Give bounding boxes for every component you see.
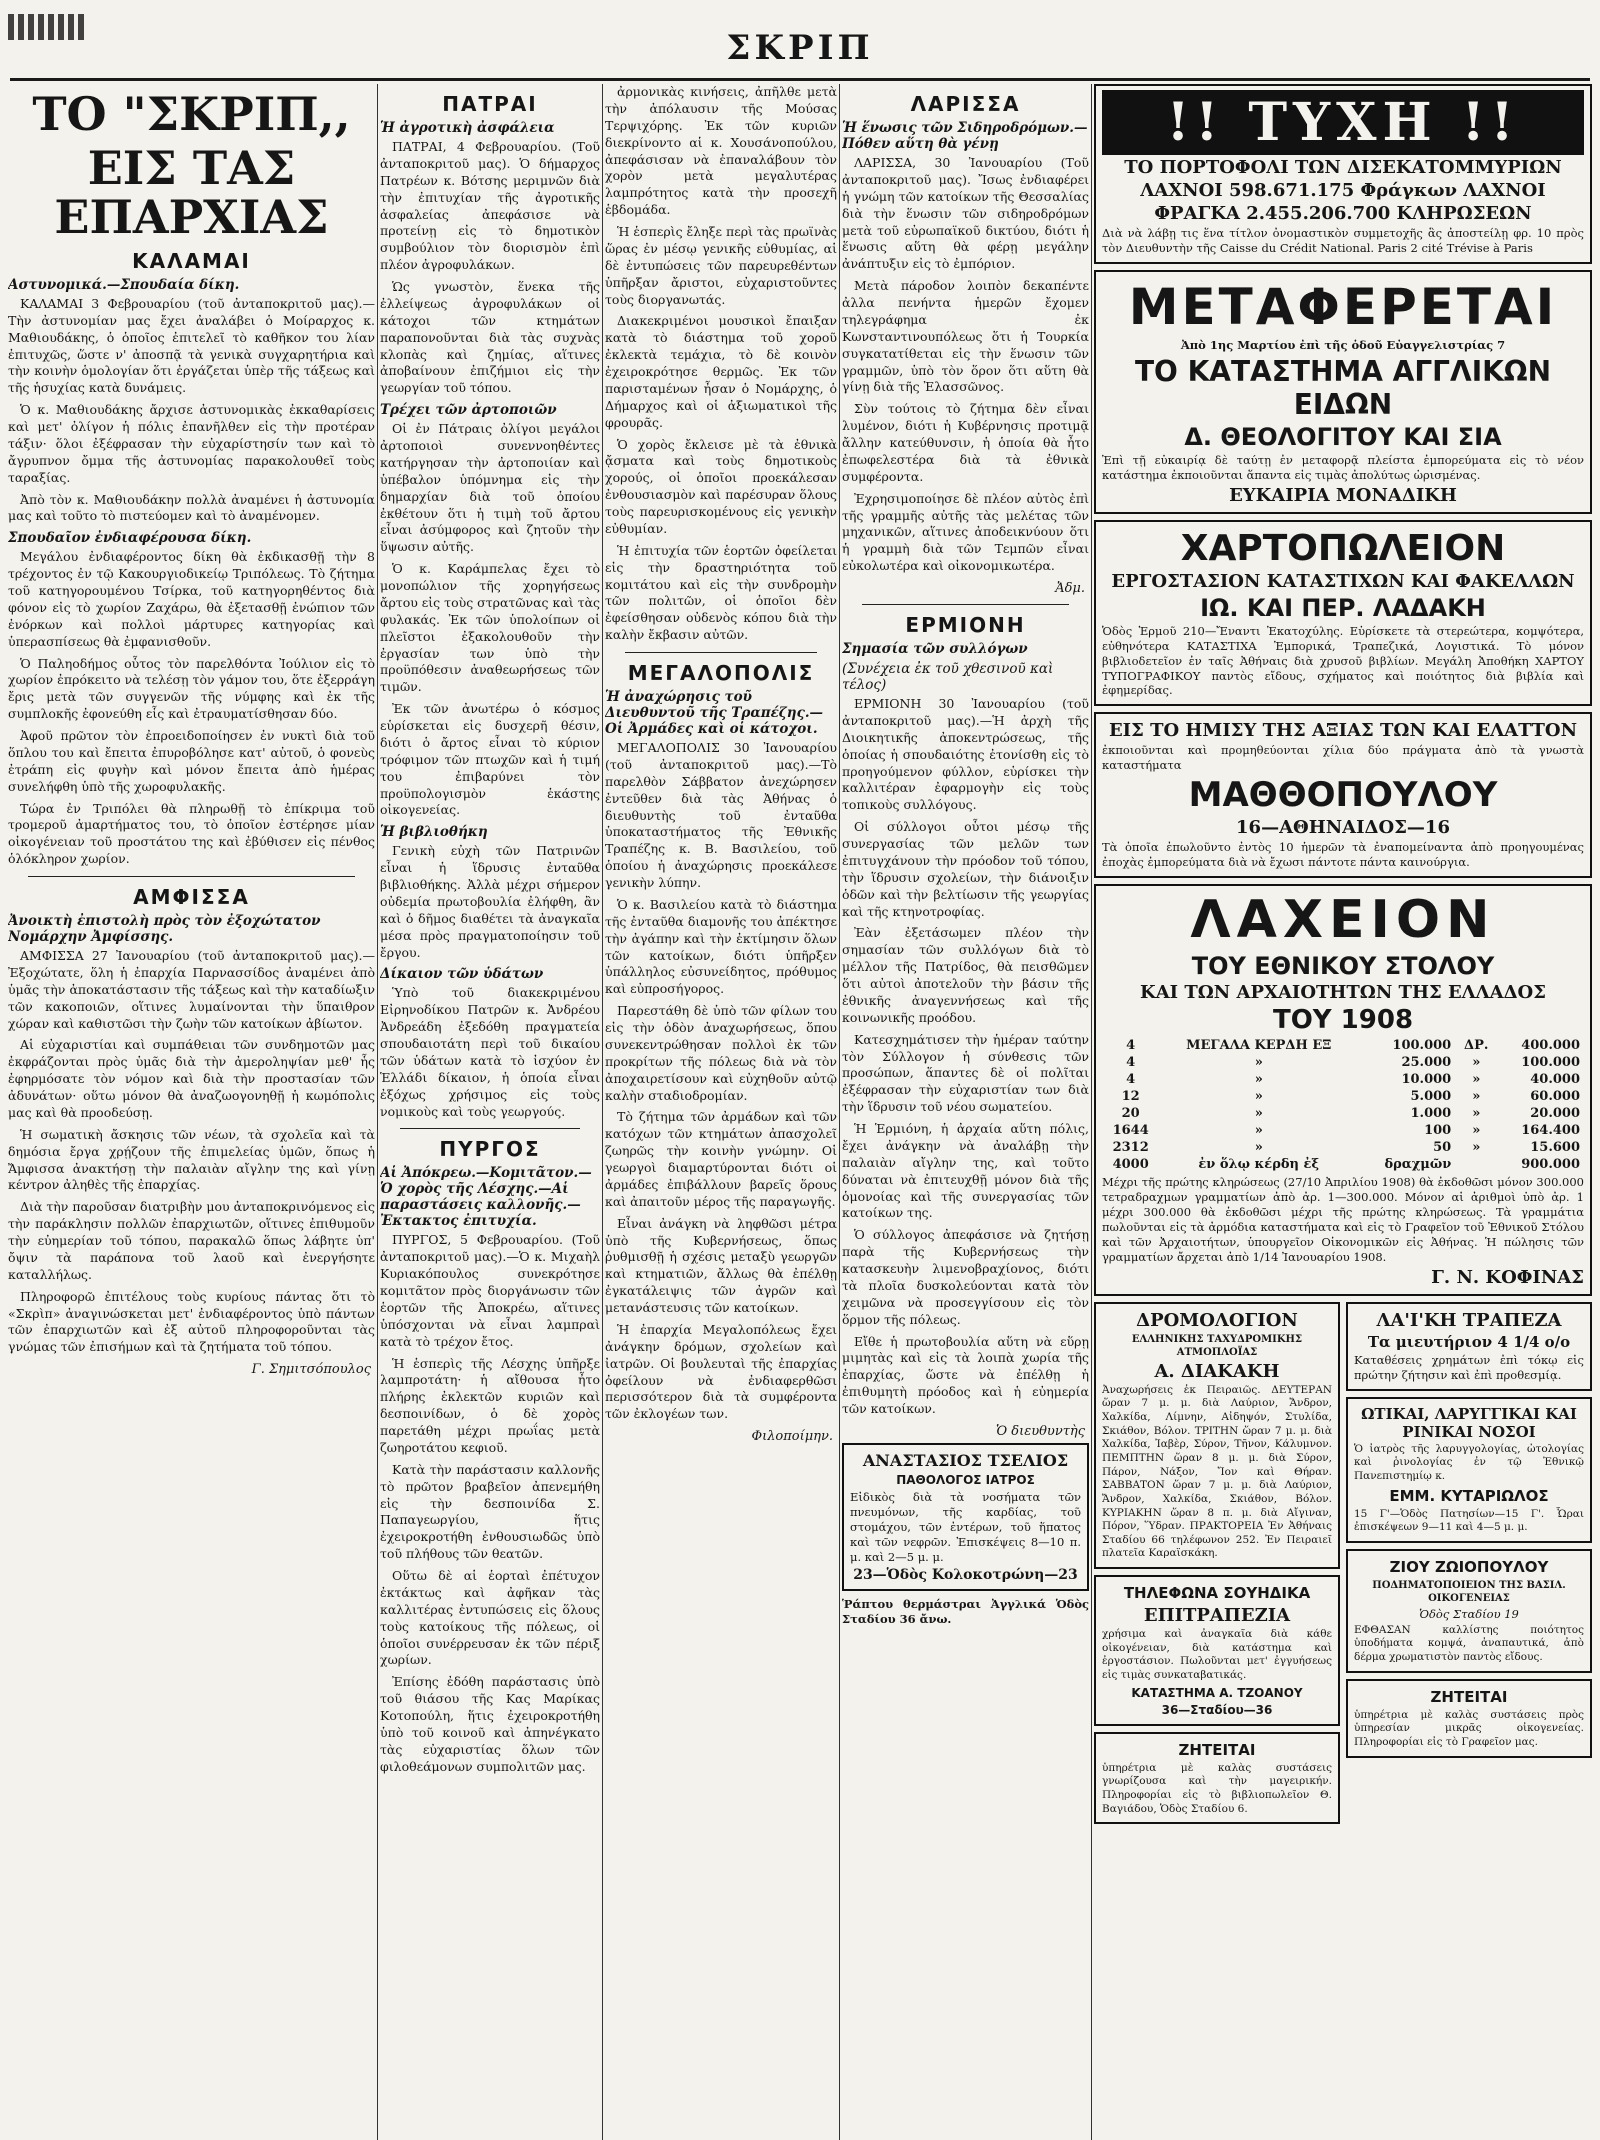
section-place: ΑΜΦΙΣΣΑ [133,885,250,910]
prize-row [1102,1139,1584,1156]
moving-tagline: ΕΥΚΑΙΡΙΑ ΜΟΝΑΔΙΚΗ [1229,484,1457,506]
doctor-ad [842,1443,1089,1591]
article-paragraph: Ὡς γνωστὸν, ἕνεκα τῆς ἐλλείψεως ἀγροφυλάκων οἱ κάτοχοι τῶν κτημάτων παραπονοῦνται διὰ τὰς συχνὰς κλοπὰς καὶ ζημίας, αἵτινες ἀποβαίνουν ἐπιζήμιοι εἰς τὴν γεωργίαν τοῦ τόπου. [380,279,600,396]
moving-store-name: ΤΟ ΚΑΤΑΣΤΗΜΑ ΑΓΓΛΙΚΩΝ ΕΙΔΩΝ [1134,354,1552,421]
section-subhead: Ἡ βιβλιοθήκη [380,824,488,841]
fortune-text: Διὰ νὰ λάβῃ τις ἕνα τίτλον ὀνομαστικὸν συμμετοχῆς ἃς ἀποστείλῃ φρ. 10 πρὸς τὸν Διευθυντὴν τῆς Caisse du Crédit National. Paris 2 cité Trévise à Paris [1102,226,1584,255]
article-paragraph: Διακεκριμένοι μουσικοὶ ἔπαιξαν κατὰ τὸ διάστημα τοῦ χοροῦ ἐκλεκτὰ τεμάχια, τὸ δὲ κοινὸν ἐχειροκρότησε θερμῶς. Ἐκ τῶν παρισταμένων ἦσαν ὁ Νομάρχης, ὁ Δήμαρχος καὶ οἱ ἀξιωματικοὶ τῆς φρουρᾶς. [605,313,837,430]
article-paragraph: Διὰ τὴν παροῦσαν διατριβὴν μου ἀνταποκρινόμενος εἰς τὴν παράκλησιν πολλῶν ἐπαρχιωτῶν, οἵτινες ἐπιθυμοῦν τὴν εὐημερίαν τοῦ τόπου, παρακαλῶ ὅπως λάβητε ὑπ' ὄψιν τὰ παράπονα τοῦ λαοῦ καὶ ἐνεργήσητε καταλλήλως. [8,1199,375,1282]
column-rule [1091,84,1092,2140]
column-1 [8,84,375,2134]
headline-line-2: ΕΙΣ ΤΑΣ ΕΠΑΡΧΙΑΣ [54,141,329,244]
ads-column [1094,84,1592,2134]
telephone-title: ΤΗΛΕΦΩΝΑ ΣΟΥΗΔΙΚΑ [1123,1584,1311,1603]
prize-cell-n: 4 [1126,1055,1136,1071]
prize-cell-n: 4 [1126,1072,1136,1088]
shoe-ad [1346,1549,1592,1673]
article-paragraph: ΚΑΛΑΜΑΙ 3 Φεβρουαρίου (τοῦ ἀνταποκριτοῦ μας).—Τὴν ἀστυνομίαν μας ἔχει ἀναλάβει ὁ Μοίραρχος κ. Μαθιουδάκης, ὁ ὁποῖος ἐπιτελεῖ τὸ καθῆκον του λίαν ἐπιτυχῶς, ὥστε ν' ἀποσπᾷ τὰ γενικὰ συγχαρητήρια καὶ τὴν κοινὴν ὁμολογίαν ὅτι ἐργάζεται ὑπὲρ τῆς τάξεως καὶ τῆς ἡσυχίας κατὰ δυνάμεις. [8,295,375,396]
prize-cell-total: 15.600 [1530,1140,1580,1156]
prize-row [1102,1088,1584,1105]
prize-cell-total: 60.000 [1530,1089,1580,1105]
prize-row [1102,1037,1584,1054]
shipping-ad [1094,1302,1340,1569]
stationery-line: ΕΡΓΟΣΤΑΣΙΟΝ ΚΑΤΑΣΤΙΧΩΝ ΚΑΙ ΦΑΚΕΛΛΩΝ [1111,570,1575,592]
article-signature: Ὁ διευθυντὴς [995,1423,1085,1439]
shipping-owner: Α. ΔΙΑΚΑΚΗ [1154,1360,1280,1382]
prize-cell-amt: 100.000 [1392,1038,1452,1054]
shipping-title: ΔΡΟΜΟΛΟΓΙΟΝ [1136,1309,1298,1331]
article-paragraph: Ἐχρησιμοποίησε δὲ πλέον αὐτὸς ἐπὶ τῆς γραμμῆς αὐτῆς τὰς μελέτας τῶν μηχανικῶν, αἵτινες ἀποδεικνύουν ὅτι ἡ γραμμὴ διὰ τῶν Τεμπῶν εἶναι εὐκολωτέρα καὶ οἰκονομικωτέρα. [842,490,1089,574]
column-rule [377,84,378,2140]
wanted-text: ὑπηρέτρια μὲ καλὰς συστάσεις πρὸς ὑπηρεσίαν μικρᾶς οἰκογενείας. Πληροφορίαι εἰς τὸ Γραφεῖον μας. [1354,1708,1584,1748]
section-place: ΕΡΜΙΟΝΗ [905,613,1026,637]
article-paragraph: Τώρα ἐν Τριπόλει θὰ πληρωθῇ τὸ ἐπίκριμα τοῦ τρομεροῦ ἀμαρτήματος του, τὸ ὁποῖον ἐστέρησε μίαν οἰκογένειαν τοῦ προστάτου της καὶ ἐβύθισεν εἰς πένθος ὁλόκληρον χωρίον. [8,800,375,867]
shipping-company: ΕΛΛΗΝΙΚΗΣ ΤΑΧΥΔΡΟΜΙΚΗΣ ΑΤΜΟΠΛΟΪΑΣ [1131,1333,1303,1358]
half-price-store: ΜΑΘΘΟΠΟΥΛΟΥ [1188,775,1498,816]
prize-row [1102,1156,1584,1173]
moving-text: Ἐπὶ τῇ εὐκαιρίᾳ δὲ ταύτῃ ἐν μεταφορᾷ πλείστα ἐμπορεύματα εἰς τὸ νέον κατάστημα ἐκποιοῦνται ἅπαντα εἰς τιμὰς ἀπολύτως ὡρισμένας. [1102,452,1584,482]
prize-cell-total: 20.000 [1530,1106,1580,1122]
prize-cell-label: » [1254,1055,1263,1071]
prize-cell-label: ΜΕΓΑΛΑ ΚΕΡΔΗ ΕΞ [1186,1038,1332,1054]
column-3 [605,84,837,2134]
headline-line-1: ΤΟ "ΣΚΡΙΠ,, [32,87,351,141]
half-price-address: 16—ΑΘΗΝΑΙΔΟΣ—16 [1236,817,1450,839]
article-paragraph: Ἡ ἑσπερὶς ἔληξε περὶ τὰς πρωϊνὰς ὥρας ἐν μέσῳ γενικῆς εὐθυμίας, αἱ δὲ ἐντυπώσεις τῶν παρευρεθέντων ὑπῆρξαν ἄριστοι, εὐχαριστοῦντες τοὺς διοργανωτάς. [605,224,837,307]
section-subhead: Ἡ ἀγροτικὴ ἀσφάλεια [380,120,555,136]
article-paragraph: Εἶναι ἀνάγκη νὰ ληφθῶσι μέτρα ὑπὸ τῆς Κυβερνήσεως, ὅπως ῥυθμισθῇ ἡ σχέσις μεταξὺ γεωργῶν καὶ κτηματιῶν, ἄλλως θὰ ἐπέλθῃ ἐγκατάλειψις τῶν ἀγρῶν καὶ μετανάστευσις τῶν κατοίκων. [605,1215,837,1315]
section-divider [862,604,1069,605]
doctor-text: Εἰδικὸς διὰ τὰ νοσήματα τῶν πνευμόνων, τῆς καρδίας, τοῦ στομάχου, τῶν ἐντέρων, τοῦ ἥπατος καὶ τῶν νεφρῶν. Ἐπισκέψεις 8—10 π. μ. καὶ 2—5 μ. μ. [850,1489,1081,1564]
article-paragraph: Μεγάλου ἐνδιαφέροντος δίκη θὰ ἐκδικασθῇ τὴν 8 τρέχοντος ἐν τῷ Κακουργιοδικείῳ Τριπόλεως. Τὸ ζήτημα τοῦ κατηγορουμένου Τσίρκα, τοῦ κατηγορηθέντος διὰ φόνον εἰς τὸ χωρίον Ζαχάρω, θὰ ἐξετασθῇ ἐνώπιον τῶν ἐνόρκων καὶ πολλοὶ μάρτυρες κατηγορίας καὶ ὑπερασπίσεως θὰ ἐμφανισθοῦν. [8,549,375,649]
column-rule [839,84,840,2140]
moving-date: Ἀπὸ 1ης Μαρτίου ἐπὶ τῆς ὁδοῦ Εὐαγγελιστρίας 7 [1180,337,1506,352]
small-ad: Ῥάπτου θερμάστραι Ἀγγλικά Ὁδὸς Σταδίου 36 ἄνω. [842,1596,1089,1626]
prize-cell-label: ἐν ὅλῳ κέρδη ἐξ [1198,1157,1320,1173]
prize-cell-cur [1455,1156,1497,1173]
article-signature: Γ. Σημιτσόπουλος [251,1362,371,1378]
bank-text: Καταθέσεις χρημάτων ἐπὶ τόκῳ εἰς πρώτην ζήτησιν καὶ ἐπὶ προθεσμίᾳ. [1354,1352,1584,1382]
section-place: ΠΥΡΓΟΣ [439,1137,541,1162]
article-paragraph: Οὕτω δὲ αἱ ἑορταὶ ἐπέτυχον ἐκτάκτως καὶ ἀφῆκαν τὰς καλλιτέρας ἐντυπώσεις εἰς ὅλους τοὺς κατοίκους τῆς πόλεως, οἱ ὁποῖοι συνέρρευσαν ἐκ τῶν πέριξ χωρίων. [380,1568,600,1668]
telephone-store: ΚΑΤΑΣΤΗΜΑ Α. ΤΖΟΑΝΟΥ [1131,1685,1303,1700]
prize-row [1102,1054,1584,1071]
fortune-line: ΤΟ ΠΟΡΤΟΦΟΛΙ ΤΩΝ ΔΙΣΕΚΑΤΟΜΜΥΡΙΩΝ [1124,157,1562,178]
article-paragraph: Ἡ ἐπιτυχία τῶν ἑορτῶν ὀφείλεται εἰς τὴν δραστηριότητα τοῦ κομιτάτου καὶ εἰς τὴν συνδρομὴν τῶν πολιτῶν, οἱ ὁποῖοι δὲν ἐφείσθησαν οὐδενὸς κόπου διὰ τὴν καλὴν ἔκβασιν αὐτῶν. [605,542,837,643]
article-paragraph: ΑΜΦΙΣΣΑ 27 Ἰανουαρίου (τοῦ ἀνταποκριτοῦ μας).—Ἐξοχώτατε, ὅλη ἡ ἐπαρχία Παρνασσίδος ἀναμένει ἀπὸ ὑμᾶς τὴν ἀποκατάστασιν τῆς τάξεως καὶ τὴν καταδίωξιν τῶν κακοποιῶν, οἵτινες λυμαίνονται τὴν ὕπαιθρον χώραν καὶ καθιστῶσι τὴν ζωὴν τῶν κατοίκων ἀβίωτον. [8,948,375,1031]
prize-cell-amt: 100 [1424,1123,1452,1139]
lottery-year: ΤΟΥ 1908 [1272,1005,1414,1036]
article-paragraph: Μετὰ πάροδον λοιπὸν δεκαπέντε ἀλλα πενήντα ἡμερῶν ἔχομεν τηλεγράφημα ἐκ Κωνσταντινουπόλεως ὅτι ἡ Τουρκία συγκατατίθεται εἰς τὴν ἕνωσιν τῶν γραμμῶν, ὑπὸ τὸν ὅρον ὅτι αὕτη θὰ γίνῃ διὰ τῆς Ἐλασσῶνος. [842,278,1089,395]
prize-cell-amt: 25.000 [1401,1055,1452,1071]
prize-cell-n: 4 [1126,1038,1136,1054]
ent-doctor-name: ΕΜΜ. ΚΥΤΑΡΙΩΛΟΣ [1389,1486,1549,1505]
article-paragraph: ΠΥΡΓΟΣ, 5 Φεβρουαρίου. (Τοῦ ἀνταποκριτοῦ μας).—Ὁ κ. Μιχαὴλ Κυριακόπουλος συνεκρότησε κομιτᾶτον πρὸς διοργάνωσιν τῶν ἑορτῶν τῆς Ἀποκρέω, αἵτινες ὑπόσχονται νὰ εἶναι λαμπραὶ κατὰ τὸ τρέχον ἔτος. [380,1232,600,1349]
prize-cell-label: » [1254,1072,1263,1088]
telephone-line: ΕΠΙΤΡΑΠΕΖΙΑ [1143,1605,1291,1627]
prize-row [1102,1105,1584,1122]
wanted-title: ΖΗΤΕΙΤΑΙ [1430,1687,1508,1706]
article-paragraph: Παρεστάθη δὲ ὑπὸ τῶν φίλων του εἰς τὴν ὁδὸν ἀναχωρήσεως, ὅπου συνεκεντρώθησαν πολλοὶ ἐκ τῶν προκρίτων τῆς πόλεως διὰ νὰ τὸν ἀποχαιρετίσουν καὶ εὐχηθοῦν αὐτῷ καλὴν σταδιοδρομίαν. [605,1003,837,1103]
prize-cell-n: 1644 [1112,1123,1149,1139]
article-paragraph: Ἡ Ἑρμιόνη, ἡ ἀρχαία αὕτη πόλις, ἔχει ἀνάγκην νὰ ἀναλάβῃ τὴν παλαιὰν αἴγλην της, καὶ τοῦτο δύναται νὰ ἐπιτευχθῇ μόνον διὰ τῆς ὁμονοίας καὶ τῆς συνεργασίας τῶν κατοίκων της. [842,1121,1089,1221]
prize-cell-amt: δραχμῶν [1384,1157,1452,1173]
shoe-text: ΕΦΘΑΣΑΝ καλλίστης ποιότητος ὑποδήματα κομψά, ἀναπαυτικά, ἀπὸ δέρμα χρωματιστὸν παντὸς εἴδους. [1354,1623,1584,1664]
telephone-address: 36—Σταδίου—36 [1161,1702,1273,1717]
article-paragraph: Κατεσχημάτισεν τὴν ἡμέραν ταύτην τὸν Σύλλογον ἡ σύνθεσις τῶν προσώπων, ἅπαντες δὲ οἱ πολῖται ἐξέφρασαν τὴν εὐχαριστίαν των διὰ τὴν ἵδρυσιν τοῦ νέου σωματείου. [842,1031,1089,1115]
prize-cell-n: 12 [1121,1089,1140,1105]
article-paragraph: ΕΡΜΙΟΝΗ 30 Ἰανουαρίου (τοῦ ἀνταποκριτοῦ μας).—Ἡ ἀρχὴ τῆς Διοικητικῆς ἀποκεντρώσεως, τῆς ὁποίας ἡ σπουδαιότης ἐτονίσθη εἰς τὸ προηγούμενον φύλλον, εὑρίσκει τὴν καλλιτέραν ἐφαρμογὴν εἰς τοὺς τοπικοὺς συλλόγους. [842,696,1089,813]
prize-cell-total: 900.000 [1521,1157,1580,1173]
article-paragraph: Κατὰ τὴν παράστασιν καλλονῆς τὸ πρῶτον βραβεῖον ἀπενεμήθη εἰς τὴν δεσποινίδα Σ. Παπαγεωργίου, ἥτις ἐχειροκροτήθη ἐνθουσιωδῶς ὑπὸ τοῦ πλήθους τῶν θεατῶν. [380,1461,600,1562]
section-place: ΛΑΡΙΣΣΑ [910,92,1021,116]
stationery-text: Ὁδὸς Ἑρμοῦ 210—Ἔναντι Ἐκατοχύλης. Εὑρίσκετε τὰ στερεώτερα, κομψότερα, εὐθηνότερα ΚΑΤΑΣΤΙΧΑ Ἐμπορικά, Τραπεζικά, Λογιστικά. Τὸ μόνον βιβλιοδετεῖον ἐν ταῖς Ἀθήναις διὰ χρυσοῦ βιβλίων. Μεγάλη Ἀποθήκη ΧΑΡΤΟΥ ΤΥΠΟΓΡΑΦΙΚΟΥ παντὸς εἴδους, σχήματος καὶ ποιότητος διὰ βιβλία καὶ ἐφημερίδας. [1102,623,1584,698]
prize-cell-cur: » [1472,1123,1481,1139]
wanted-text: ὑπηρέτρια μὲ καλὰς συστάσεις γνωρίζουσα καὶ τὴν μαγειρικήν. Πληροφορίαι εἰς τὸ βιβλιοπωλεῖον Θ. Βαγιάδου, Ὁδὸς Σταδίου 6. [1102,1761,1332,1815]
prize-cell-n: 2312 [1112,1140,1149,1156]
article-paragraph: Ὁ σύλλογος ἀπεφάσισε νὰ ζητήσῃ παρὰ τῆς Κυβερνήσεως τὴν κατασκευὴν λιμενοβραχίονος, διότι τὰ πλοῖα δυσκολεύονται κατὰ τὸν χειμῶνα νὰ προσεγγίσουν εἰς τὸν ὅρμον τῆς πόλεως. [842,1227,1089,1327]
article-paragraph: Ἡ ἐπαρχία Μεγαλοπόλεως ἔχει ἀνάγκην δρόμων, σχολείων καὶ ἰατρῶν. Οἱ βουλευταὶ τῆς ἐπαρχίας ὀφείλουν νὰ ἐνδιαφερθῶσι περισσότερον διὰ τὰ συμφέροντα τῶν ἐκλογέων των. [605,1321,837,1422]
half-price-text: Τὰ ὁποῖα ἐπωλοῦντο ἐντὸς 10 ἡμερῶν τὰ ἐναπομείναντα ἀπὸ προηγουμένας ἐποχὰς ἐμπορεύματα διὰ νὰ ἔχωσι πάντοτε πάντα καινούργια. [1102,840,1584,870]
lottery-title: ΛΑΧΕΙΟΝ [1190,890,1496,951]
article-signature: Φιλοποίμην. [751,1429,833,1445]
prize-cell-cur: ΔΡ. [1464,1038,1489,1054]
section-divider [28,876,355,877]
column-2 [380,84,600,2134]
section-subhead: Τρέχει τῶν ἀρτοποιῶν [380,402,557,419]
doctor-title: ΠΑΘΟΛΟΓΟΣ ΙΑΤΡΟΣ [896,1472,1035,1487]
prize-cell-label: » [1254,1140,1263,1156]
article-paragraph: Σὺν τούτοις τὸ ζήτημα δὲν εἶναι λυμένον, διότι ἡ Κυβέρνησις προτιμᾷ ἄλλην κατεύθυνσιν, ἡ ὁποία θὰ ἦτο ἐπωφελεστέρα διὰ τὰ ἐθνικὰ συμφέροντα. [842,401,1089,484]
section-place: ΚΑΛΑΜΑΙ [132,248,251,273]
prize-cell-cur: » [1472,1106,1481,1122]
prize-row [1102,1122,1584,1139]
wanted-ad [1346,1679,1592,1758]
half-price-title: ΕΙΣ ΤΟ ΗΜΙΣΥ ΤΗΣ ΑΞΙΑΣ ΤΩΝ ΚΑΙ ΕΛΑΤΤΟΝ [1108,720,1578,742]
prize-cell-amt: 1.000 [1410,1106,1452,1122]
moving-store-ad [1094,270,1592,514]
section-subhead: Ἡ ἀναχώρησις τοῦ Διευθυντοῦ τῆς Τραπέζης.—Οἱ Ἀρμάδες καὶ οἱ κάτοχοι. [605,689,824,737]
section-subhead: Αἱ Ἀπόκρεω.—Κομιτᾶτον.—Ὁ χορὸς τῆς Λέσχης.—Αἱ παραστάσεις καλλονῆς.—Ἐκτακτος ἐπιτυχία. [380,1165,592,1230]
article-paragraph: Ὁ κ. Καράμπελας ἔχει τὸ μονοπώλιον τῆς χορηγήσεως ἄρτου εἰς τοὺς στρατῶνας καὶ τὰς φυλακάς. Ἐκ τῶν ὑπολοίπων οἱ πλεῖστοι ἐξακολουθοῦν τὴν ἐργασίαν των ὑπὸ τὴν προϋπόθεσιν ἀναθεωρήσεως τῶν τιμῶν. [380,561,600,695]
half-price-text: ἐκποιοῦνται καὶ προμηθεύονται χίλια δύο πράγματα ἀπὸ τὰ γνωστὰ καταστήματα [1102,743,1584,773]
ent-doctor-ad [1346,1397,1592,1543]
article-paragraph: ΜΕΓΑΛΟΠΟΛΙΣ 30 Ἰανουαρίου (τοῦ ἀνταποκριτοῦ μας).—Τὸ παρελθὸν Σάββατον ἀνεχώρησεν ἐντεῦθεν διὰ τὰς Ἀθήνας ὁ διευθυντὴς τοῦ ἐνταῦθα ὑποκαταστήματος τῆς Ἐθνικῆς Τραπέζης κ. Β. Βασιλείου, τοῦ ὁποίου ἡ ἀναχώρησις προεκάλεσε γενικὴν λύπην. [605,740,837,890]
half-price-ad [1094,712,1592,878]
prize-cell-n: 20 [1121,1106,1140,1122]
article-paragraph: Ἐπίσης ἐδόθη παράστασις ὑπὸ τοῦ θιάσου τῆς Κας Μαρίκας Κοτοπούλη, ἥτις ἐχειροκροτήθη ὑπὸ τοῦ κοινοῦ καὶ ἀπηνέγκατο τὰς εὐχαριστίας ὅλων τῶν φιλοθεάμονων συμπολιτῶν μας. [380,1674,600,1774]
lottery-line: ΚΑΙ ΤΩΝ ΑΡΧΑΙΟΤΗΤΩΝ ΤΗΣ ΕΛΛΑΔΟΣ [1140,982,1546,1004]
article-paragraph: Ἡ ἑσπερὶς τῆς Λέσχης ὑπῆρξε λαμπροτάτη· ἡ αἴθουσα ἦτο πλήρης ἐκλεκτῶν κυριῶν καὶ δεσποινίδων, ὁ δὲ χορὸς παρετάθη μέχρι πρωΐας μετὰ ζωηροτάτου κεφιοῦ. [380,1355,600,1455]
prize-cell-amt: 10.000 [1401,1072,1452,1088]
prize-cell-cur: » [1472,1140,1481,1156]
section-subhead: Σπουδαῖον ἐνδιαφέρουσα δίκη. [8,530,252,547]
prize-cell-cur: » [1472,1089,1481,1105]
shoe-title: ΖΙΟΥ ΖΩΙΟΠΟΥΛΟΥ [1389,1557,1549,1576]
lottery-text: Μέχρι τῆς πρώτης κληρώσεως (27/10 Ἀπριλίου 1908) θὰ ἐκδοθῶσι μόνον 300.000 τετραδραχμων γραμματίων ἀπὸ ἀρ. 1—300.000. Μόνον αἱ ἀριθμοὶ ὑπὸ ἀρ. 1 μέχρι 300.000 θὰ ἐκδοθῶσι μέχρι τῆς πρώτης κληρώσεως. Τὰ γραμμάτια πωλοῦνται εἰς τὰ ἀρμόδια καταστήματα καὶ εἰς τὸ Γραφεῖον τοῦ Ἐθνικοῦ Στόλου καὶ τῶν Ἀρχαιοτήτων, ὑπουργεῖον Οἰκονομικῶν εἰς Ἀθήνας. Ἡ πώλησις τῶν γραμματίων ἄρχεται ἀπὸ 1/14 Ἰανουαρίου 1908. [1102,1175,1584,1264]
section-subhead: Σημασία τῶν συλλόγων [842,641,1028,657]
doctor-address: 23—Ὁδὸς Κολοκοτρώνη—23 [853,1566,1078,1583]
column-4 [842,84,1089,2134]
doctor-name: ΑΝΑΣΤΑΣΙΟΣ ΤΣΕΛΙΟΣ [862,1450,1069,1470]
lottery-ad [1094,884,1592,1296]
wanted-title: ΖΗΤΕΙΤΑΙ [1178,1740,1256,1759]
fortune-title: !! ΤΥΧΗ !! [1102,90,1584,155]
article-paragraph: Ὁ Παληοδήμος οὗτος τὸν παρελθόντα Ἰούλιον εἰς τὸ χωρίον ἐπρόκειτο νὰ τελέσῃ τὸν γάμον του, ὅτε ἐξερράγη ἔρις μετὰ τῶν συγγενῶν τῆς νύμφης καὶ ἐκ τῆς συμπλοκῆς ἐφονεύθη εἷς καὶ ἐτραυματίσθησαν δύο. [8,655,375,722]
article-paragraph: Ἐκ τῶν ἀνωτέρω ὁ κόσμος εὑρίσκεται εἰς δυσχερῆ θέσιν, διότι ὁ ἄρτος εἶναι τὸ κύριον τρόφιμον τῶν πτωχῶν καὶ ἡ τιμή του ἐπιβαρύνει τὸν προϋπολογισμὸν ἑκάστης οἰκογενείας. [380,701,600,818]
prize-cell-label: » [1254,1106,1263,1122]
wanted-ad [1094,1732,1340,1825]
article-paragraph: Γενικὴ εὐχὴ τῶν Πατρινῶν εἶναι ἡ ἵδρυσις ἐνταῦθα βιβλιοθήκης. Ἀλλὰ μέχρι σήμερον οὐδεμία πρωτοβουλία ἐλήφθη, ἂν καὶ ὁ δῆμος διαθέτει τὰ ἀναγκαῖα μέσα πρὸς πραγματοποίησιν τοῦ ἔργου. [380,843,600,960]
prize-cell-amt: 50 [1433,1140,1452,1156]
section-subhead: Αστυνομικά.—Σπουδαία δίκη. [8,276,240,293]
article-paragraph: Ὁ κ. Μαθιουδάκης ἄρχισε ἀστυνομικὰς ἐκκαθαρίσεις καὶ μετ' ὀλίγον ἡ πόλις ἐπανῆλθεν εἰς τὴν προτέραν τάξιν· ὅλοι ἐξέφρασαν τὴν εὐχαρίστησίν των καὶ τὸ ἄγρυπνον ὄμμα τῆς ἀστυνομίας παρακολουθεῖ τοὺς ταραξίας. [8,402,375,485]
fortune-line: ΦΡΑΓΚΑ 2.455.206.700 ΚΛΗΡΩΣΕΩΝ [1154,203,1532,224]
ent-hours: 15 Γ'—Ὁδὸς Πατησίων—15 Γ'. Ὧραι ἐπισκέψεων 9—11 καὶ 4—5 μ. μ. [1354,1507,1584,1534]
article-paragraph: Ἀπὸ τὸν κ. Μαθιουδάκην πολλὰ ἀναμένει ἡ ἀστυνομία μας καὶ τοῦτο τὸ πιστεύομεν καὶ τὸ ἀναμένομεν. [8,491,375,524]
article-paragraph: ἀρμονικὰς κινήσεις, ἀπῆλθε μετὰ τὴν ἀπόλαυσιν τῆς Μούσας Τερψιχόρης. Ἐκ τῶν κυριῶν διεκρίνοντο αἱ κ. Χουσάνοπούλου, ἀπεφάσισαν νὰ ἐπαναλάβουν τὸν χορὸν μετὰ μεγαλυτέρας λαμπρότητος κατὰ τὴν προσεχῆ ἑβδομάδα. [605,84,837,218]
prize-cell-label: » [1254,1089,1263,1105]
shipping-schedule: Ἀναχωρήσεις ἐκ Πειραιῶς. ΔΕΥΤΕΡΑΝ ὥραν 7 μ. μ. διὰ Λαύριον, Ἄνδρον, Χαλκίδα, Λίμνην, Αἰδηψόν, Στυλίδα, Σκιάθον, Βόλον. ΤΡΙΤΗΝ ὥραν 7 μ. μ. διὰ Χαλκίδα, Ἰαβὲρ, Σύρον, Τῆνον, Κάλυμνον. ΠΕΜΠΤΗΝ ὥραν 8 μ. μ. διὰ Σύρον, Πάρον, Νάξον, Ἴον καὶ Θήραν. ΣΑΒΒΑΤΟΝ ὥραν 7 μ. μ. διὰ Λαύριον, Ἄνδρον, Χαλκίδα, Σκιάθον, Βόλον. ΚΥΡΙΑΚΗΝ ὥραν 8 π. μ. διὰ Αἴγιναν, Πόρον, Ὕδραν. ΠΡΑΚΤΟΡΕΙΑ Ἐν Ἀθήναις Σταδίου 66 τηλέφωνον 252. Ἐν Πειραιεῖ πλατεῖα Καραϊσκάκη. [1102,1383,1332,1560]
article-paragraph: Ὁ κ. Βασιλείου κατὰ τὸ διάστημα τῆς ἐνταῦθα διαμονῆς του ἀπέκτησε τὴν ἀγάπην καὶ τὴν ἐκτίμησιν ὅλων τῶν κατοίκων, διότι ὑπῆρξεν ὑπάλληλος εὐσυνείδητος, πρόθυμος καὶ εὐπροσήγορος. [605,896,837,997]
lottery-signature: Γ. Ν. ΚΟΦΙΝΑΣ [1431,1266,1584,1288]
prize-cell-total: 164.400 [1521,1123,1580,1139]
prize-cell-cur: » [1472,1055,1481,1071]
prize-cell-total: 400.000 [1521,1038,1580,1054]
shoe-line: ΠΟΔΗΜΑΤΟΠΟΙΕΙΟΝ ΤΗΣ ΒΑΣΙΛ. ΟΙΚΟΓΕΝΕΙΑΣ [1372,1579,1566,1604]
article-paragraph: Οἱ σύλλογοι οὗτοι μέσῳ τῆς συνεργασίας τῶν μελῶν των ἐπιτυγχάνουν τὴν πρόοδον τοῦ τόπου, τὴν ἵδρυσιν σχολείων, τὴν διάνοιξιν ὁδῶν καὶ τὴν βελτίωσιν τῆς γεωργίας καὶ τῆς κτηνοτροφίας. [842,819,1089,919]
prize-cell-cur: » [1472,1072,1481,1088]
prize-row [1102,1071,1584,1088]
top-rule [10,78,1590,81]
prize-cell-total: 100.000 [1521,1055,1580,1071]
prize-cell-total: 40.000 [1530,1072,1580,1088]
masthead: ΣΚΡΙΠ [726,28,874,68]
fortune-ad [1094,84,1592,264]
article-paragraph: Ἡ σωματικὴ ἄσκησις τῶν νέων, τὰ σχολεῖα καὶ τὰ δημόσια ἔργα χρῄζουν τῆς ἐπιμελείας ὑμῶν, ὅπως ἡ Ἄμφισσα ἀνακτήσῃ τὴν παλαιὰν αἴγλην της καὶ γίνῃ κέντρον ἀληθὲς τῆς ἐπαρχίας. [8,1126,375,1193]
section-place: ΠΑΤΡΑΙ [442,92,538,116]
telephone-text: χρήσιμα καὶ ἀναγκαῖα διὰ κάθε οἰκογένειαν, διὰ κατάστημα καὶ ἐργοστάσιον. Πωλοῦνται μετ' ἐγγυήσεως εἰς τιμὰς συνκαταβατικάς. [1102,1628,1332,1681]
ent-text: Ὁ ἰατρὸς τῆς λαρυγγολογίας, ὠτολογίας καὶ ῥινολογίας ἐν τῷ Ἐθνικῷ Πανεπιστημίῳ κ. [1354,1442,1584,1482]
article-paragraph: Ὁ χορὸς ἔκλεισε μὲ τὰ ἐθνικὰ ᾄσματα καὶ τοὺς δημοτικοὺς χορούς, οἱ ὁποῖοι προεκάλεσαν ἐνθουσιασμὸν καὶ παρέσυραν ὅλους τοὺς παρευρισκομένους εἰς γενικὴν εὐθυμίαν. [605,436,837,536]
moving-title: ΜΕΤΑΦΕΡΕΤΑΙ [1128,277,1558,336]
article-paragraph: Εἴθε ἡ πρωτοβουλία αὕτη νὰ εὕρῃ μιμητὰς καὶ εἰς τὰ λοιπὰ χωρία τῆς ἐπαρχίας, ὥστε νὰ ἐπέλθῃ ἡ ἐπιθυμητὴ πρόοδος καὶ ἡ εὐημερία τῶν κατοίκων. [842,1333,1089,1416]
prize-cell-amt: 5.000 [1410,1089,1452,1105]
article-paragraph: ΠΑΤΡΑΙ, 4 Φεβρουαρίου. (Τοῦ ἀνταποκριτοῦ μας). Ὁ δήμαρχος Πατρέων κ. Βότσης μεριμνῶν διὰ τὴν ἐπιτυχίαν τῆς ἀγροτικῆς ἀσφαλείας ἀπεφάσισε νὰ προτείνῃ εἰς τὸ δημοτικὸν συμβούλιον τὸν διορισμὸν ἐπὶ πλέον ἀγροφυλάκων. [380,139,600,273]
prize-cell-n: 4000 [1112,1157,1149,1173]
fortune-line: ΛΑΧΝΟΙ 598.671.175 Φράγκων ΛΑΧΝΟΙ [1140,180,1546,201]
bank-ad [1346,1302,1592,1391]
moving-owner: Δ. ΘΕΟΛΟΓΙΤΟΥ ΚΑΙ ΣΙΑ [1184,422,1502,451]
lottery-line: ΤΟΥ ΕΘΝΙΚΟΥ ΣΤΟΛΟΥ [1191,952,1495,981]
stationery-ad [1094,520,1592,707]
section-subhead: Δίκαιον τῶν ὑδάτων [380,966,544,983]
section-divider [400,1128,580,1129]
section-subhead: Ἀνοικτὴ ἐπιστολὴ πρὸς τὸν ἐξοχώτατον Νομάρχην Ἀμφίσσης. [8,913,321,946]
section-divider [625,652,817,653]
article-paragraph: Ἐὰν ἐξετάσωμεν πλέον τὴν σημασίαν τῶν συλλόγων διὰ τὸ μέλλον τῆς Πατρίδος, θὰ πεισθῶμεν ὅτι αὐτοὶ ἀποτελοῦν τὴν βάσιν τῆς ἐθνικῆς ἀναγεννήσεως καὶ τῆς κοινωνικῆς προόδου. [842,925,1089,1025]
shoe-address: Ὁδὸς Σταδίου 19 [1419,1606,1519,1621]
article-paragraph: Οἱ ἐν Πάτραις ὀλίγοι μεγάλοι ἀρτοποιοὶ συνεννοηθέντες κατήργησαν τὴν ἀρτοποιίαν καὶ ὑπέβαλον ὑπόμνημα εἰς τὴν δημαρχίαν διὰ τοῦ ὁποίου ἐκθέτουν ὅτι ἡ τιμὴ τοῦ ἄρτου εἶναι ἀσύμφορος καὶ ζητοῦν τὴν ὕψωσιν αὐτῆς. [380,421,600,555]
bank-title: ΛΑ'Ι'ΚΗ ΤΡΑΠΕΖΑ [1376,1309,1562,1331]
stationery-owner: ΙΩ. ΚΑΙ ΠΕΡ. ΛΑΔΑΚΗ [1200,593,1486,622]
section-place: ΜΕΓΑΛΟΠΟΛΙΣ [627,661,815,685]
bank-rate: Τα μιευτήριον 4 1/4 ο/ο [1367,1332,1571,1351]
section-subhead: Ἡ ἕνωσις τῶν Σιδηροδρόμων.—Πόθεν αὕτη θὰ γένῃ [842,120,1088,152]
article-paragraph: Πληροφορῶ ἐπιτέλους τοὺς κυρίους πάντας ὅτι τὸ «Σκρὶπ» ἀναγινώσκεται μετ' ἐνδιαφέροντος ὑπὸ πάντων τῶν ἐπαρχιωτῶν καὶ ἐξ αὐτοῦ πληροφοροῦνται τὰς γνώμας τῶν ἐπισήμων καὶ τὰ ζητήματα τοῦ τόπου. [8,1288,375,1355]
article-paragraph: ΛΑΡΙΣΣΑ, 30 Ἰανουαρίου (Τοῦ ἀνταποκριτοῦ μας). Ἴσως ἐνδιαφέρει ἡ γνώμη τῶν κατοίκων τῆς Θεσσαλίας διὰ τὴν ἕνωσιν τῶν σιδηροδρόμων μετὰ τοῦ εὐρωπαϊκοῦ δικτύου, διότι ἡ ἕνωσις αὕτη θὰ φέρῃ μεγάλην ἀνάπτυξιν εἰς τὸ ἐμπόριον. [842,155,1089,272]
ent-title: ΩΤΙΚΑΙ, ΛΑΡΥΓΓΙΚΑΙ ΚΑΙ ΡΙΝΙΚΑΙ ΝΟΣΟΙ [1361,1404,1577,1441]
ads-two-column [1094,1302,1592,1830]
article-paragraph: Τὸ ζήτημα τῶν ἀρμάδων καὶ τῶν κατόχων τῶν κτημάτων ἀπασχολεῖ ζωηρῶς τὴν κοινὴν γνώμην. Οἱ γεωργοὶ διαμαρτύρονται διότι οἱ ἀρμάδες ἐπιβάλλουν βαρεῖς ὅρους καὶ ἀπαιτοῦν μέρος τῆς παραγωγῆς. [605,1109,837,1209]
stationery-title: ΧΑΡΤΟΠΩΛΕΙΟΝ [1180,527,1506,569]
prize-cell-label: » [1254,1123,1263,1139]
article-paragraph: Ὑπὸ τοῦ διακεκριμένου Εἰρηνοδίκου Πατρῶν κ. Ἀνδρέου Ἀνδρεάδη ἐξεδόθη πραγματεία σπουδαιοτάτη περὶ τοῦ δικαίου τῶν ὑδάτων κατὰ τὸ ἰσχύον ἐν Ἑλλάδι δίκαιον, ἡ ὁποία εἶναι ἐξόχως χρήσιμος εἰς τοὺς νομικοὺς καὶ τοὺς γεωργούς. [380,985,600,1119]
telephone-ad [1094,1575,1340,1726]
article-paragraph: Αἱ εὐχαριστίαι καὶ συμπάθειαι τῶν συνδημοτῶν μας ἐκφράζονται πρὸς ὑμᾶς διὰ τὴν ἀμεροληψίαν μεθ' ἧς ἐφηρμόσατε τὸν νόμον καὶ διὰ τὴν προστασίαν τῶν ἀδυνάτων· οὕτω μόνον θὰ ἀναζωογονηθῇ ἡ κωμόπολις μας καὶ θὰ προοδεύσῃ. [8,1037,375,1120]
article-paragraph: Ἀφοῦ πρῶτον τὸν ἐπροειδοποίησεν ἐν νυκτὶ διὰ τοῦ ὅπλου του καὶ ἔπειτα ἐπυροβόλησε κατ' αὐτοῦ, ὁ φονεὺς ἐτράπη εἰς φυγὴν καὶ μόνον ἔπειτα ἀπὸ ἡμέρας συνελήφθη ὑπὸ τῆς χωροφυλακῆς. [8,728,375,794]
prize-table [1102,1037,1584,1173]
article-signature: Ἀδμ. [1055,581,1085,596]
column-rule [602,84,603,2140]
section-note: (Συνέχεια ἐκ τοῦ χθεσινοῦ καὶ τέλος) [842,661,1054,693]
